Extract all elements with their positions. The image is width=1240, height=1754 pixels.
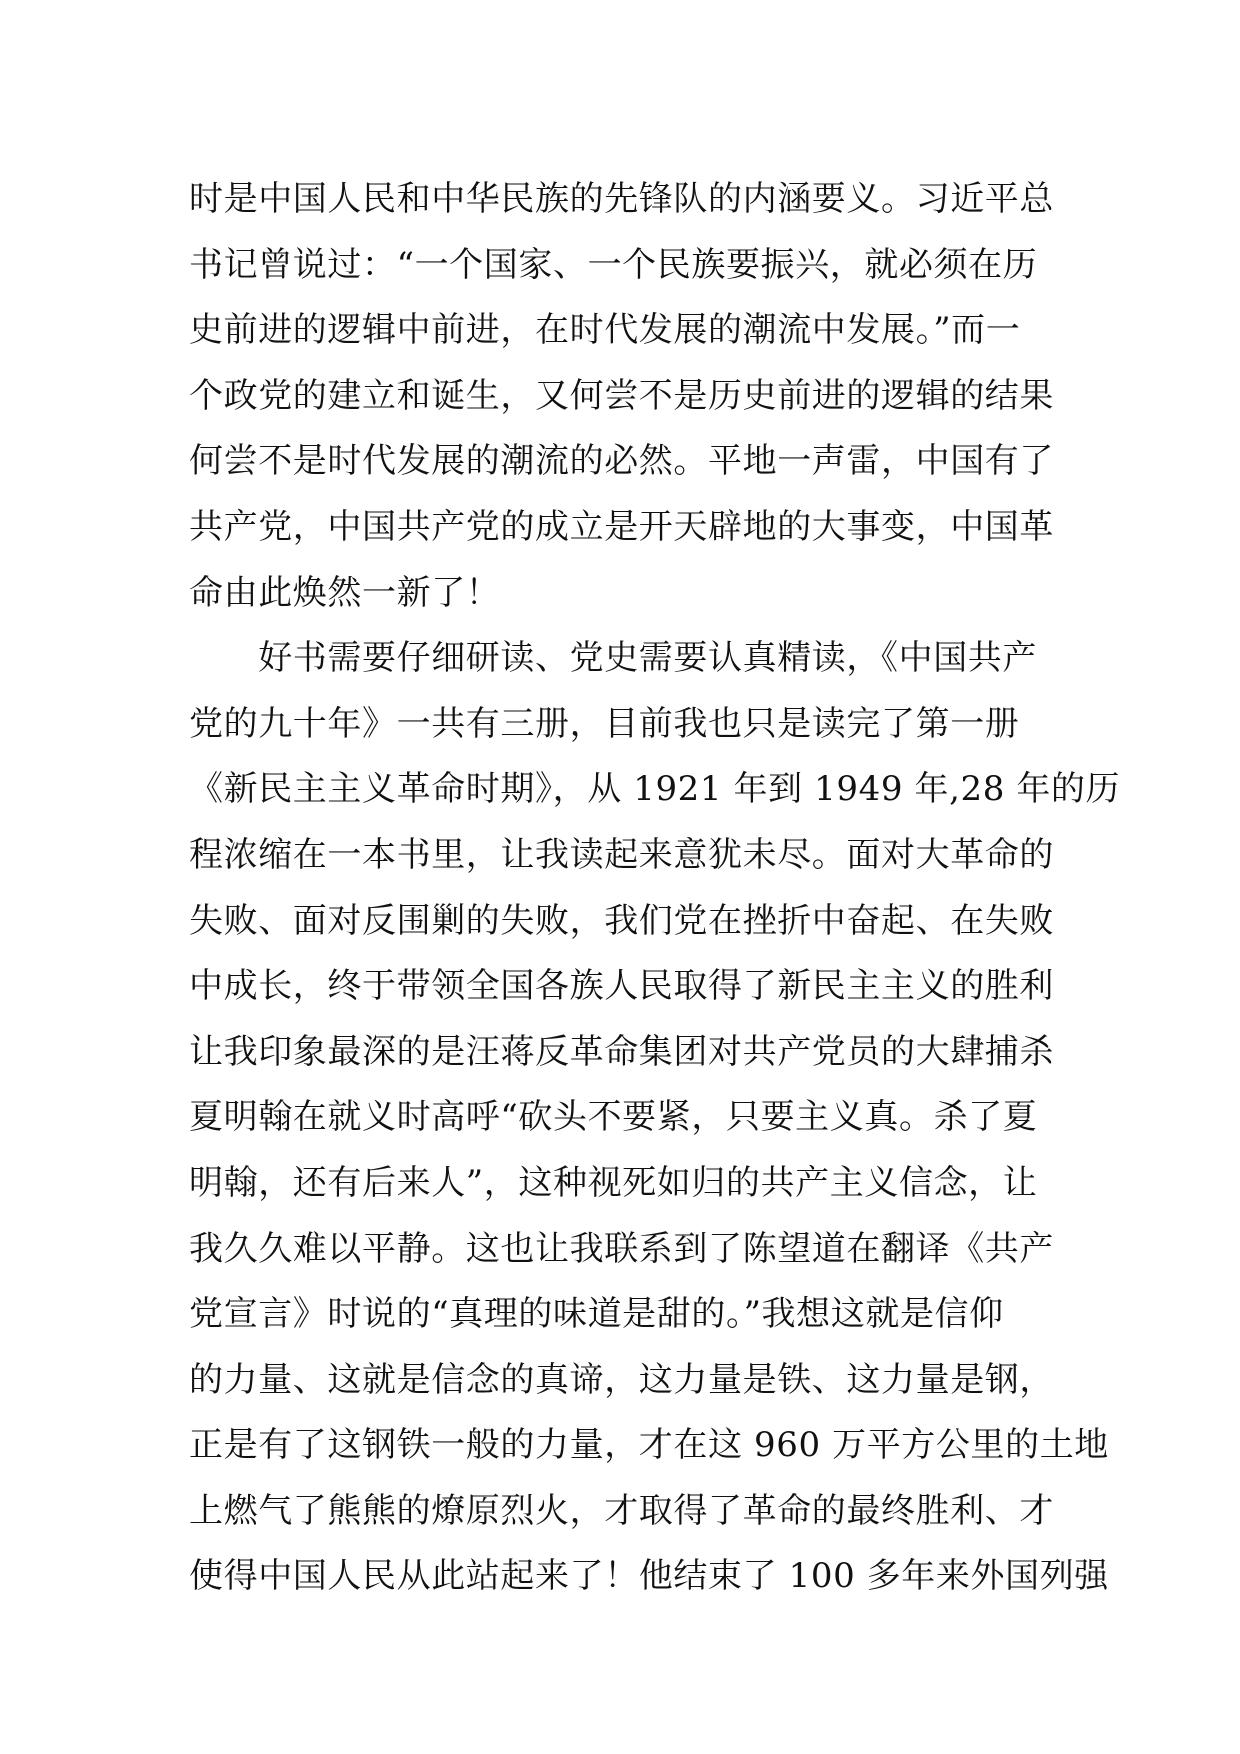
text-line: 命由此焕然一新了！	[189, 572, 501, 613]
text-line: 正是有了这钢铁一般的力量，才在这 960 万平方公里的土地	[189, 1425, 1109, 1466]
text-line: 中成长，终于带领全国各族人民取得了新民主主义的胜利	[189, 966, 1054, 1007]
text-line: 的力量、这就是信念的真谛，这力量是铁、这力量是钢，	[189, 1359, 1054, 1400]
text-line: 上燃气了熊熊的燎原烈火，才取得了革命的最终胜利、才	[189, 1490, 1054, 1531]
text-line: 时是中国人民和中华民族的先锋队的内涵要义。习近平总	[189, 179, 1054, 219]
text-line: 程浓缩在一本书里，让我读起来意犹未尽。面对大革命的	[189, 834, 1054, 875]
text-line: 失败、面对反围剿的失败，我们党在挫折中奋起、在失败	[189, 900, 1054, 941]
text-line: 明翰，还有后来人”，这种视死如归的共产主义信念，让	[189, 1162, 1038, 1203]
text-line: 使得中国人民从此站起来了！他结束了 100 多年来外国列强	[189, 1556, 1109, 1597]
text-line: 党宣言》时说的“真理的味道是甜的。”我想这就是信仰	[189, 1294, 1004, 1335]
text-line: 共产党，中国共产党的成立是开天辟地的大事变，中国革	[189, 506, 1054, 547]
text-line: 让我印象最深的是汪蒋反革命集团对共产党员的大肆捕杀	[189, 1031, 1054, 1072]
text-line: 好书需要仔细研读、党史需要认真精读，《中国共产	[189, 638, 1037, 679]
text-line: 书记曾说过：“一个国家、一个民族要振兴，就必须在历	[189, 244, 1038, 285]
text-line: 史前进的逻辑中前进，在时代发展的潮流中发展。”而一	[189, 310, 1021, 351]
text-line: 党的九十年》一共有三册，目前我也只是读完了第一册	[189, 703, 1020, 744]
text-line: 何尝不是时代发展的潮流的必然。平地一声雷，中国有了	[189, 441, 1054, 482]
body-text	[189, 167, 1121, 1610]
text-line: 个政党的建立和诞生，又何尝不是历史前进的逻辑的结果	[189, 375, 1054, 416]
text-line: 《新民主主义革命时期》，从 1921 年到 1949 年,28 年的历	[189, 769, 1121, 810]
text-line: 夏明翰在就义时高呼“砍头不要紧，只要主义真。杀了夏	[189, 1097, 1038, 1138]
text-line: 我久久难以平静。这也让我联系到了陈望道在翻译《共产	[189, 1228, 1054, 1269]
